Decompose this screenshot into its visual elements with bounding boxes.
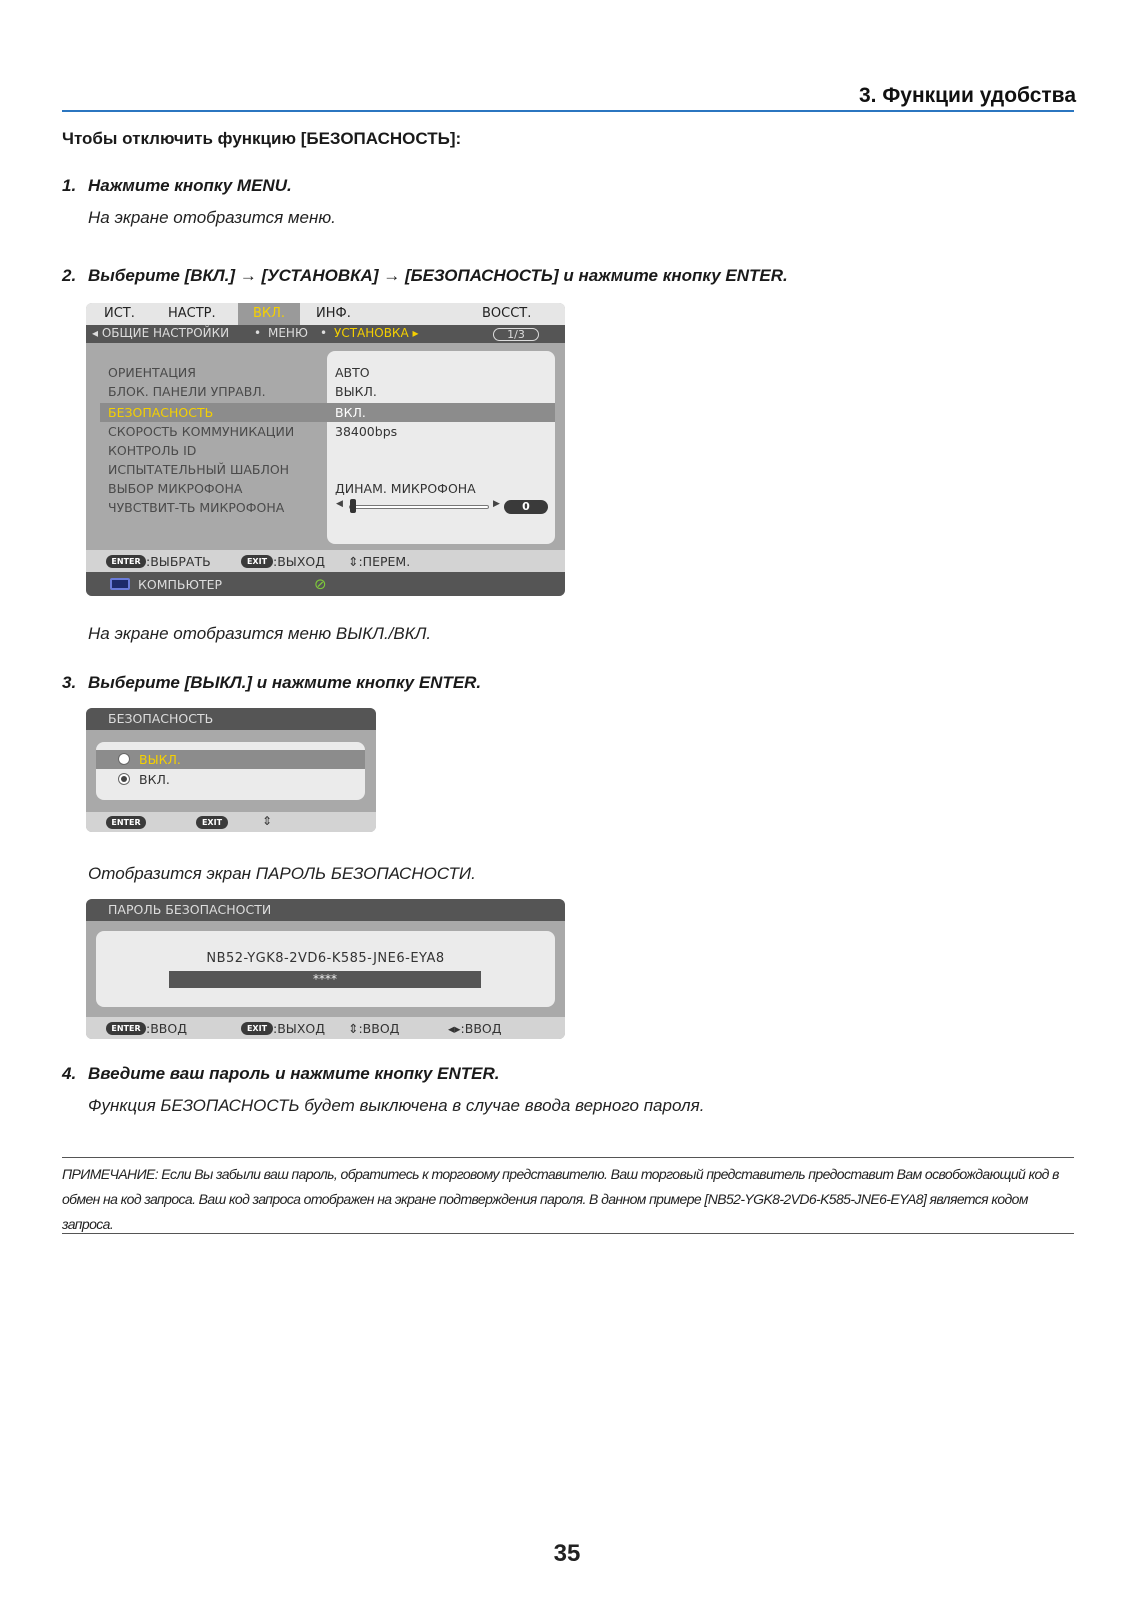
tab-source[interactable]: ИСТ. xyxy=(104,306,135,321)
menu-item-panel-key-lock[interactable]: БЛОК. ПАНЕЛИ УПРАВЛ. xyxy=(108,384,266,399)
exit-key-icon: EXIT xyxy=(241,1022,273,1035)
menu-footer xyxy=(86,550,565,572)
security-dialog-title-bar xyxy=(86,708,376,730)
current-source: КОМПЬЮТЕР xyxy=(138,577,223,592)
menu-item-orientation[interactable]: ОРИЕНТАЦИЯ xyxy=(108,365,196,380)
menu-value-panel-key-lock: ВЫКЛ. xyxy=(335,384,377,399)
password-dialog-title-bar xyxy=(86,899,565,921)
radio-off[interactable] xyxy=(118,753,130,765)
menu-item-microphone-sensitivity[interactable]: ЧУВСТВИТ-ТЬ МИКРОФОНА xyxy=(108,500,285,515)
password-input[interactable]: **** xyxy=(169,971,481,988)
menu-value-communication-speed: 38400bps xyxy=(335,424,398,439)
footer-exit-label: :ВЫХОД xyxy=(273,1021,325,1036)
menu-status-bar xyxy=(86,572,565,596)
step-1: 1. Нажмите кнопку MENU. xyxy=(62,176,292,195)
computer-source-icon xyxy=(110,578,130,590)
tab-reset[interactable]: ВОССТ. xyxy=(482,306,532,321)
chapter-title: 3. Функции удобства xyxy=(859,84,1076,107)
enter-key-icon: ENTER xyxy=(106,816,146,829)
password-panel xyxy=(96,931,555,1007)
mic-sensitivity-slider[interactable] xyxy=(349,505,489,509)
enter-key-icon: ENTER xyxy=(106,1022,146,1035)
step-3: 3. Выберите [ВЫКЛ.] и нажмите кнопку ENTER. xyxy=(62,673,482,692)
subtab-menu[interactable]: МЕНЮ xyxy=(268,326,308,340)
security-dialog-title: БЕЗОПАСНОСТЬ xyxy=(108,711,214,726)
password-dialog-footer xyxy=(86,1017,565,1039)
note-text: ПРИМЕЧАНИЕ: Если Вы забыли ваш пароль, обратитесь к торговому представителю. Ваш торговый представитель предоставит Вам освобождающий код в обмен на код запроса. Ваш код запроса отображен на экране подтверждения пароля. В данном примере [NB52-YGK8-2VD6-K585-JNE6-EYA8] является кодом запроса. xyxy=(62,1166,1059,1232)
header-rule xyxy=(62,110,1074,112)
slider-right-arrow-icon[interactable]: ▶ xyxy=(493,499,500,509)
step-2-description: На экране отобразится меню ВЫКЛ./ВКЛ. xyxy=(88,624,432,643)
menu-item-test-pattern[interactable]: ИСПЫТАТЕЛЬНЫЙ ШАБЛОН xyxy=(108,462,290,477)
menu-value-security: ВКЛ. xyxy=(335,405,366,420)
subtab-separator: • xyxy=(254,326,262,340)
tab-adjust[interactable]: НАСТР. xyxy=(168,306,216,321)
security-dialog-footer xyxy=(86,812,376,832)
footer-leftright-label: ◂▸:ВВОД xyxy=(448,1021,502,1036)
updown-arrows-icon: ⇕ xyxy=(262,814,273,828)
footer-updown-label: ⇕:ВВОД xyxy=(348,1021,400,1036)
enter-key-icon: ENTER xyxy=(106,555,146,568)
note-bottom-rule xyxy=(62,1233,1074,1234)
menu-item-microphone-select[interactable]: ВЫБОР МИКРОФОНА xyxy=(108,481,243,496)
menu-item-control-id[interactable]: КОНТРОЛЬ ID xyxy=(108,443,197,458)
option-on-label[interactable]: ВКЛ. xyxy=(139,772,170,787)
subtab-installation[interactable]: УСТАНОВКА ▸ xyxy=(334,326,419,340)
note-top-rule xyxy=(62,1157,1074,1158)
password-dialog-title: ПАРОЛЬ БЕЗОПАСНОСТИ xyxy=(108,902,272,917)
step-4-description: Функция БЕЗОПАСНОСТЬ будет выключена в случае ввода верного пароля. xyxy=(88,1096,705,1115)
tab-info[interactable]: ИНФ. xyxy=(316,306,351,321)
subtab-separator: • xyxy=(320,326,328,340)
step-1-description: На экране отобразится меню. xyxy=(88,208,336,227)
subtab-general[interactable]: ◂ ОБЩИЕ НАСТРОЙКИ xyxy=(92,326,230,340)
menu-item-communication-speed[interactable]: СКОРОСТЬ КОММУНИКАЦИИ xyxy=(108,424,295,439)
request-code: NB52-YGK8-2VD6-K585-JNE6-EYA8 xyxy=(206,951,445,966)
exit-key-icon: EXIT xyxy=(196,816,228,829)
page-indicator: 1/3 xyxy=(493,328,539,341)
footer-exit-label: :ВЫХОД xyxy=(273,554,325,569)
password-dialog xyxy=(86,899,565,1039)
eco-leaf-icon: ⊘ xyxy=(314,575,327,593)
exit-key-icon: EXIT xyxy=(241,555,273,568)
step-3-description: Отобразится экран ПАРОЛЬ БЕЗОПАСНОСТИ. xyxy=(88,864,476,883)
slider-left-arrow-icon[interactable]: ◀ xyxy=(336,499,343,509)
footer-move-label: ⇕:ПЕРЕМ. xyxy=(348,554,411,569)
slider-handle[interactable] xyxy=(350,499,356,513)
menu-screenshot xyxy=(86,303,565,596)
menu-item-security[interactable]: БЕЗОПАСНОСТЬ xyxy=(108,405,214,420)
menu-value-microphone-select: ДИНАМ. МИКРОФОНА xyxy=(335,481,476,496)
selected-option-highlight xyxy=(96,750,365,769)
section-heading: Чтобы отключить функцию [БЕЗОПАСНОСТЬ]: xyxy=(62,129,462,148)
security-dialog xyxy=(86,708,376,832)
tab-setup-active[interactable]: ВКЛ. xyxy=(238,303,300,325)
mic-sensitivity-value: 0 xyxy=(504,500,548,514)
security-options-panel xyxy=(96,742,365,800)
menu-tab-bar xyxy=(86,303,565,325)
step-4: 4. Введите ваш пароль и нажмите кнопку ENTER. xyxy=(62,1064,500,1083)
radio-on[interactable] xyxy=(118,773,130,785)
page-number: 35 xyxy=(553,1540,581,1567)
footer-select-label: :ВЫБРАТЬ xyxy=(146,554,211,569)
step-2: 2. Выберите [ВКЛ.] → [УСТАНОВКА] → [БЕЗОПАСНОСТЬ] и нажмите кнопку ENTER. xyxy=(62,266,788,285)
option-off-label[interactable]: ВЫКЛ. xyxy=(139,752,181,767)
menu-value-orientation: АВТО xyxy=(335,365,370,380)
footer-enter-label: :ВВОД xyxy=(146,1021,187,1036)
